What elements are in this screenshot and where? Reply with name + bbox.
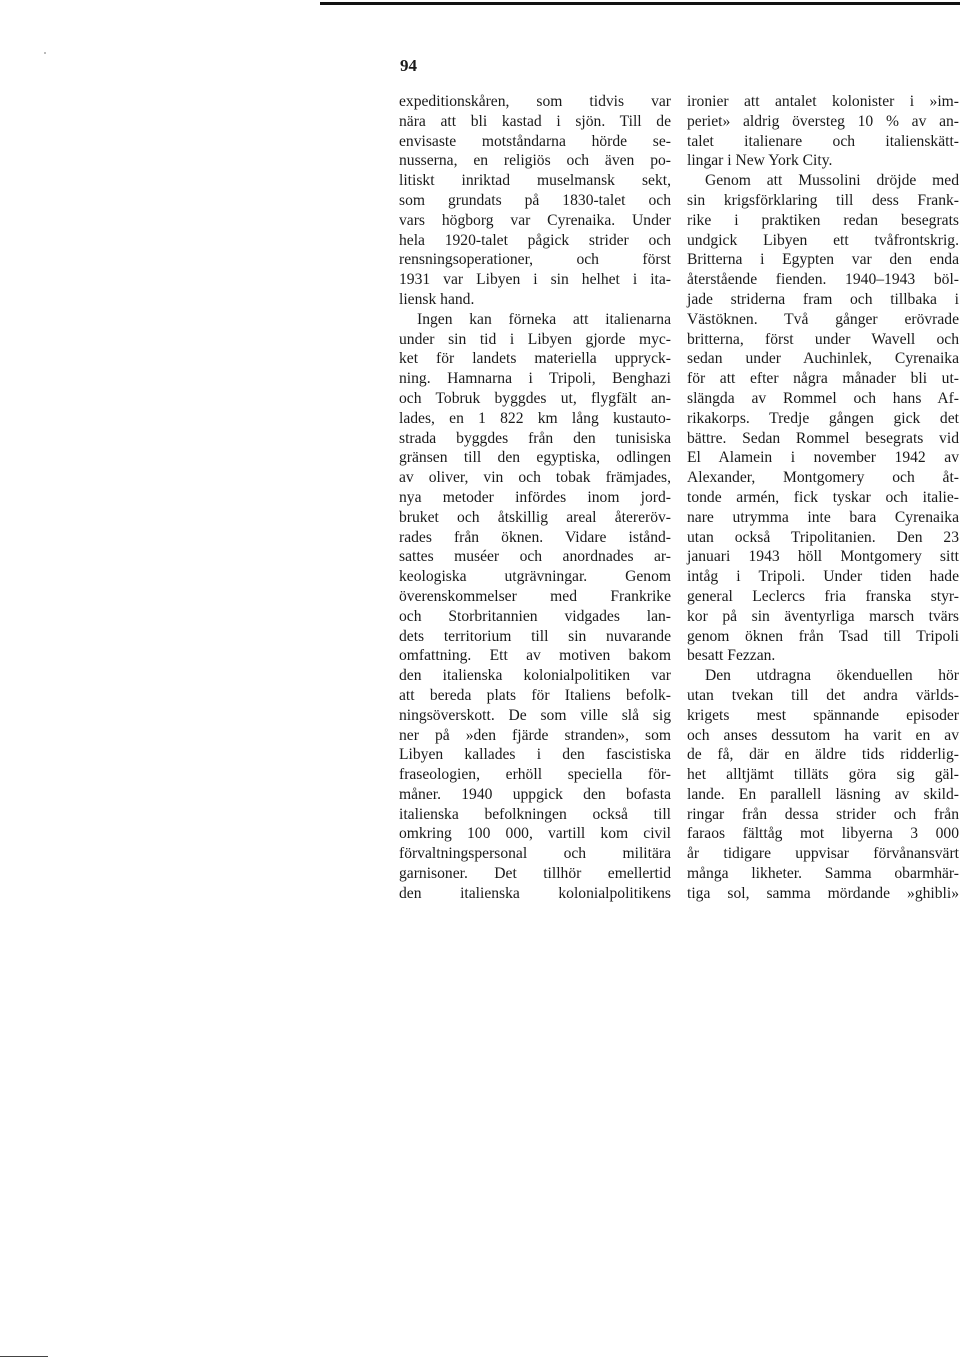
text-line: de få, där en äldre tids ridderlig-	[687, 746, 959, 764]
text-line: den italienska kolonialpolitiken var	[399, 667, 671, 685]
text-line: tiga sol, samma mördande »ghibli»	[687, 884, 959, 902]
text-line: gränsen till den egyptiska, odlingen	[399, 449, 671, 467]
text-line: bruket och åtskillig areal återeröv-	[399, 508, 671, 526]
text-line: britterna, först under Wavell och	[687, 330, 959, 348]
text-line: fraseologien, erhöll speciella för-	[399, 766, 671, 784]
text-line: Alexander, Montgomery och åt-	[687, 469, 959, 487]
text-line: förvaltningspersonal och militära	[399, 845, 671, 863]
text-line: ironier att antalet kolonister i »im-	[687, 93, 959, 110]
text-line: och Storbritannien vidgades lan-	[399, 607, 671, 625]
text-line: tonde armén, fick tyskar och italie-	[687, 488, 959, 506]
top-border-rule	[320, 2, 960, 5]
text-line: rades från öknen. Vidare istånd-	[399, 528, 671, 546]
text-line: utan också Tripolitanien. Den 23	[687, 528, 959, 546]
text-line: envisaste motståndarna hörde se-	[399, 132, 671, 150]
text-line: rensningsoperationer, och först	[399, 251, 671, 269]
text-line: expeditionskåren, som tidvis var	[399, 93, 671, 110]
text-line: intåg i Tripoli. Under tiden hade	[687, 568, 959, 586]
text-line: periet» aldrig översteg 10 % av an-	[687, 112, 959, 130]
text-line: undgick Libyen ett tvåfrontskrig.	[687, 231, 959, 249]
text-line: sattes muséer och anordnades ar-	[399, 548, 671, 566]
text-line: bättre. Sedan Rommel besegrats vid	[687, 429, 959, 447]
text-line: återstående fienden. 1940–1943 böl-	[687, 271, 959, 289]
left-text-column	[399, 92, 671, 904]
text-line: het alltjämt tilläts göra sig gäl-	[687, 766, 959, 784]
text-line: för att efter några månader bli ut-	[687, 370, 959, 388]
text-line: Ingen kan förneka att italienarna	[417, 310, 671, 328]
text-line: överenskommelser med Frankrike	[399, 587, 671, 605]
text-line: general Leclercs fria franska styr-	[687, 587, 959, 605]
text-line: omfattning. Ett av motiven bakom	[399, 647, 671, 665]
text-line: faraos fälttåg mot libyerna 3 000	[687, 825, 959, 843]
text-line: Den utdragna ökenduellen hör	[705, 667, 959, 685]
text-line: besatt Fezzan.	[687, 647, 776, 665]
text-line: Britterna i Egypten var den enda	[687, 251, 959, 269]
bottom-margin-rule	[0, 1356, 48, 1357]
text-line: strada byggdes från den tunisiska	[399, 429, 671, 447]
text-line: ningsöverskott. De som ville slå sig	[399, 706, 671, 724]
text-line: krigets mest spännande episoder	[687, 706, 959, 724]
text-line: talet italienare och italienskätt-	[687, 132, 959, 150]
text-line: kor på sin äventyrliga marsch tvärs	[687, 607, 959, 625]
text-line: och anses dessutom ha varit en av	[687, 726, 959, 744]
text-line: Genom att Mussolini dröjde med	[705, 172, 959, 190]
text-line: Västöknen. Två gånger erövrade	[687, 310, 959, 328]
text-line: slängda av Rommel och hans Af-	[687, 389, 959, 407]
text-line: nusserna, en religiös och även po-	[399, 152, 671, 170]
text-line: hela 1920-talet pågick strider och	[399, 231, 671, 249]
text-line: den italienska kolonialpolitikens	[399, 884, 671, 902]
text-line: italienska befolkningen också till	[399, 805, 671, 823]
text-line: att bereda plats för Italiens befolk-	[399, 686, 671, 704]
text-line: jade striderna fram och tillbaka i	[687, 290, 959, 308]
text-line: under sin tid i Libyen gjorde myc-	[399, 330, 671, 348]
text-line: Libyen kallades i den fascistiska	[399, 746, 671, 764]
text-line: nya metoder infördes inom jord-	[399, 488, 671, 506]
text-line: rikakorps. Tredje gången gick det	[687, 409, 959, 427]
text-line: år tidigare uppvisar förvånansvärt	[687, 845, 959, 863]
text-line: ringar från dessa strider och från	[687, 805, 959, 823]
text-line: ket för landets materiella uppryck-	[399, 350, 671, 368]
text-line: vars högborg var Cyrenaika. Under	[399, 211, 671, 229]
text-line: utan tvekan till det andra världs-	[687, 686, 959, 704]
text-line: ning. Hamnarna i Tripoli, Benghazi	[399, 370, 671, 388]
text-line: januari 1943 höll Montgomery sitt	[687, 548, 959, 566]
text-line: lades, en 1 822 km lång kustauto-	[399, 409, 671, 427]
text-line: litiskt inriktad muselmansk sekt,	[399, 172, 671, 190]
text-line: rike i praktiken redan besegrats	[687, 211, 959, 229]
text-line: lande. En parallell läsning av skild-	[687, 785, 959, 803]
text-line: keologiska utgrävningar. Genom	[399, 568, 671, 586]
text-line: 1931 var Libyen i sin helhet i ita-	[399, 271, 671, 289]
scan-speck	[44, 52, 46, 54]
text-line: och Tobruk byggdes ut, flygfält an-	[399, 389, 671, 407]
text-line: liensk hand.	[399, 290, 475, 308]
text-line: omkring 100 000, vartill kom civil	[399, 825, 671, 843]
text-line: dets territorium till sin nuvarande	[399, 627, 671, 645]
text-line: garnisoner. Det tillhör emellertid	[399, 865, 671, 883]
page-number: 94	[400, 56, 417, 75]
text-line: som grundats på 1830-talet och	[399, 191, 671, 209]
text-line: ner på »den fjärde stranden», som	[399, 726, 671, 744]
text-line: lingar i New York City.	[687, 152, 833, 170]
text-line: El Alamein i november 1942 av	[687, 449, 959, 467]
text-line: många likheter. Samma obarmhär-	[687, 865, 959, 883]
text-line: måner. 1940 uppgick den bofasta	[399, 785, 671, 803]
text-line: av oliver, vin och tobak främjades,	[399, 469, 671, 487]
right-text-column	[687, 92, 959, 904]
text-line: sedan under Auchinlek, Cyrenaika	[687, 350, 959, 368]
text-line: nare utrymma inte bara Cyrenaika	[687, 508, 959, 526]
text-line: genom öknen från Tsad till Tripoli	[687, 627, 959, 645]
text-line: sin krigsförklaring till dess Frank-	[687, 191, 959, 209]
text-line: nära att bli kastad i sjön. Till de	[399, 112, 671, 130]
